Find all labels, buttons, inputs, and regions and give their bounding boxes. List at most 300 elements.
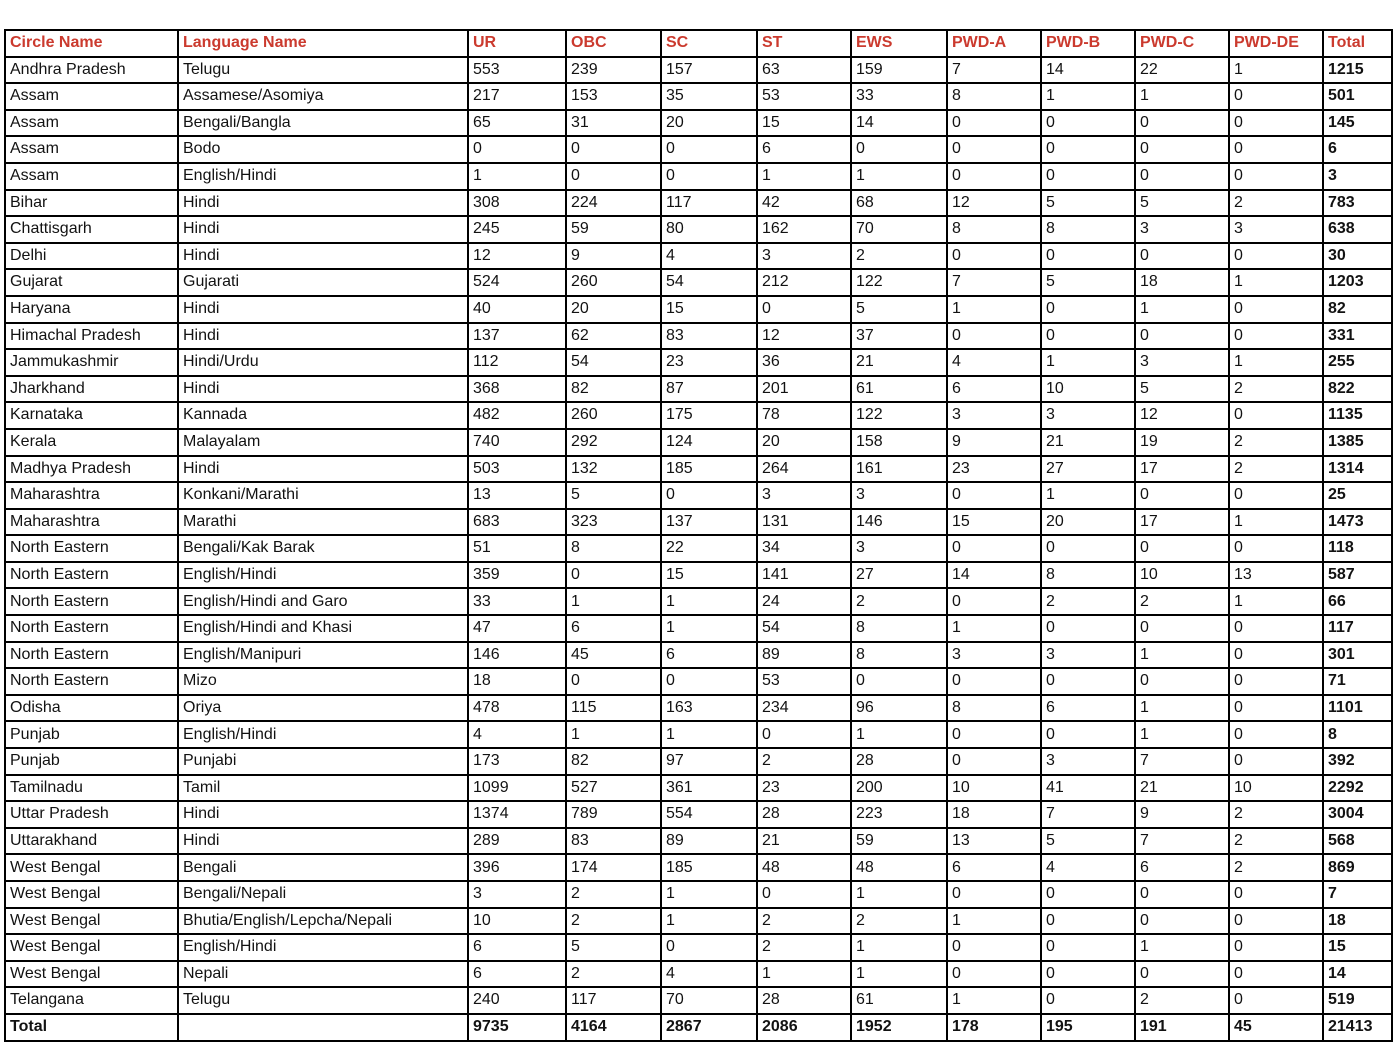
count-cell: 0	[1229, 721, 1323, 748]
count-cell: 19	[1135, 429, 1229, 456]
count-cell: 0	[1041, 243, 1135, 270]
count-cell: 0	[1041, 668, 1135, 695]
count-cell: 122	[851, 402, 947, 429]
count-cell: 8	[1041, 216, 1135, 243]
table-row	[5, 110, 1392, 137]
circle-name-cell: Telangana	[5, 987, 178, 1014]
count-cell: 0	[1135, 243, 1229, 270]
count-cell: 8	[947, 695, 1041, 722]
count-cell: 0	[468, 136, 566, 163]
count-cell: 61	[851, 376, 947, 403]
count-cell: 0	[1229, 748, 1323, 775]
circle-name-cell: North Eastern	[5, 535, 178, 562]
circle-name-cell: Karnataka	[5, 402, 178, 429]
table-row	[5, 429, 1392, 456]
count-cell: 3	[1229, 216, 1323, 243]
count-cell: 368	[468, 376, 566, 403]
count-cell: 6	[1041, 695, 1135, 722]
grand-total-cell: 178	[947, 1014, 1041, 1041]
count-cell: 3	[1135, 349, 1229, 376]
language-name-cell: English/Hindi and Khasi	[178, 615, 468, 642]
count-cell: 1	[947, 615, 1041, 642]
count-cell: 478	[468, 695, 566, 722]
circle-name-cell: Kerala	[5, 429, 178, 456]
row-total-cell: 1314	[1323, 456, 1392, 483]
grand-total-empty-cell	[178, 1014, 468, 1041]
count-cell: 2	[1229, 456, 1323, 483]
count-cell: 0	[1135, 668, 1229, 695]
count-cell: 162	[757, 216, 851, 243]
table-row	[5, 881, 1392, 908]
column-header-ews: EWS	[851, 30, 947, 57]
count-cell: 22	[661, 535, 757, 562]
count-cell: 2	[851, 908, 947, 935]
count-cell: 1	[661, 721, 757, 748]
count-cell: 0	[1229, 987, 1323, 1014]
circle-name-cell: Maharashtra	[5, 509, 178, 536]
count-cell: 1	[1041, 83, 1135, 110]
count-cell: 234	[757, 695, 851, 722]
count-cell: 2	[1229, 828, 1323, 855]
count-cell: 9	[947, 429, 1041, 456]
count-cell: 5	[566, 934, 661, 961]
count-cell: 224	[566, 190, 661, 217]
count-cell: 1	[468, 163, 566, 190]
column-header-total: Total	[1323, 30, 1392, 57]
count-cell: 1	[1229, 349, 1323, 376]
count-cell: 7	[1135, 748, 1229, 775]
row-total-cell: 117	[1323, 615, 1392, 642]
count-cell: 2	[1229, 429, 1323, 456]
row-total-cell: 118	[1323, 535, 1392, 562]
count-cell: 0	[566, 163, 661, 190]
count-cell: 8	[851, 615, 947, 642]
count-cell: 7	[1135, 828, 1229, 855]
count-cell: 1	[1229, 269, 1323, 296]
count-cell: 0	[1135, 881, 1229, 908]
count-cell: 21	[1135, 775, 1229, 802]
count-cell: 115	[566, 695, 661, 722]
count-cell: 1	[661, 588, 757, 615]
count-cell: 12	[1135, 402, 1229, 429]
count-cell: 23	[757, 775, 851, 802]
count-cell: 59	[566, 216, 661, 243]
count-cell: 158	[851, 429, 947, 456]
count-cell: 0	[1135, 535, 1229, 562]
count-cell: 10	[1229, 775, 1323, 802]
table-row	[5, 376, 1392, 403]
count-cell: 70	[661, 987, 757, 1014]
language-name-cell: Bengali/Nepali	[178, 881, 468, 908]
circle-name-cell: Assam	[5, 110, 178, 137]
count-cell: 10	[468, 908, 566, 935]
spreadsheet-area	[4, 29, 1393, 1042]
count-cell: 0	[1041, 323, 1135, 350]
table-row	[5, 934, 1392, 961]
count-cell: 18	[468, 668, 566, 695]
language-name-cell: English/Hindi	[178, 163, 468, 190]
count-cell: 0	[1135, 110, 1229, 137]
count-cell: 5	[1041, 269, 1135, 296]
language-name-cell: Kannada	[178, 402, 468, 429]
count-cell: 0	[947, 482, 1041, 509]
count-cell: 2	[851, 243, 947, 270]
count-cell: 524	[468, 269, 566, 296]
grand-total-label: Total	[5, 1014, 178, 1041]
count-cell: 0	[1135, 163, 1229, 190]
count-cell: 12	[757, 323, 851, 350]
count-cell: 6	[468, 961, 566, 988]
count-cell: 0	[1229, 402, 1323, 429]
count-cell: 0	[947, 136, 1041, 163]
count-cell: 6	[757, 136, 851, 163]
table-row	[5, 908, 1392, 935]
count-cell: 68	[851, 190, 947, 217]
total-row	[5, 1014, 1392, 1041]
circle-language-vacancy-table	[4, 29, 1393, 1042]
count-cell: 0	[947, 535, 1041, 562]
count-cell: 82	[566, 376, 661, 403]
count-cell: 3	[1041, 748, 1135, 775]
row-total-cell: 3004	[1323, 801, 1392, 828]
count-cell: 13	[947, 828, 1041, 855]
column-header-pwd-c: PWD-C	[1135, 30, 1229, 57]
table-row	[5, 190, 1392, 217]
count-cell: 5	[851, 296, 947, 323]
count-cell: 0	[947, 881, 1041, 908]
count-cell: 14	[851, 110, 947, 137]
count-cell: 18	[947, 801, 1041, 828]
count-cell: 1	[757, 163, 851, 190]
row-total-cell: 1101	[1323, 695, 1392, 722]
count-cell: 117	[566, 987, 661, 1014]
count-cell: 482	[468, 402, 566, 429]
count-cell: 0	[566, 136, 661, 163]
count-cell: 17	[1135, 456, 1229, 483]
count-cell: 28	[851, 748, 947, 775]
row-total-cell: 2292	[1323, 775, 1392, 802]
count-cell: 0	[1041, 296, 1135, 323]
column-header-pwd-a: PWD-A	[947, 30, 1041, 57]
count-cell: 0	[947, 110, 1041, 137]
count-cell: 0	[1229, 615, 1323, 642]
count-cell: 185	[661, 456, 757, 483]
count-cell: 5	[1041, 190, 1135, 217]
count-cell: 80	[661, 216, 757, 243]
count-cell: 4	[468, 721, 566, 748]
count-cell: 2	[757, 748, 851, 775]
count-cell: 137	[661, 509, 757, 536]
count-cell: 201	[757, 376, 851, 403]
count-cell: 0	[757, 881, 851, 908]
language-name-cell: Hindi	[178, 801, 468, 828]
count-cell: 5	[1041, 828, 1135, 855]
circle-name-cell: North Eastern	[5, 562, 178, 589]
count-cell: 5	[566, 482, 661, 509]
language-name-cell: Hindi	[178, 828, 468, 855]
row-total-cell: 82	[1323, 296, 1392, 323]
circle-name-cell: Assam	[5, 136, 178, 163]
count-cell: 245	[468, 216, 566, 243]
count-cell: 4	[661, 243, 757, 270]
table-row	[5, 296, 1392, 323]
count-cell: 132	[566, 456, 661, 483]
count-cell: 157	[661, 57, 757, 84]
count-cell: 0	[947, 323, 1041, 350]
count-cell: 0	[947, 961, 1041, 988]
count-cell: 0	[1229, 695, 1323, 722]
count-cell: 0	[1229, 243, 1323, 270]
count-cell: 503	[468, 456, 566, 483]
count-cell: 0	[661, 163, 757, 190]
table-row	[5, 668, 1392, 695]
language-name-cell: Assamese/Asomiya	[178, 83, 468, 110]
count-cell: 264	[757, 456, 851, 483]
count-cell: 15	[757, 110, 851, 137]
count-cell: 87	[661, 376, 757, 403]
count-cell: 161	[851, 456, 947, 483]
count-cell: 20	[1041, 509, 1135, 536]
count-cell: 6	[947, 376, 1041, 403]
count-cell: 96	[851, 695, 947, 722]
count-cell: 17	[1135, 509, 1229, 536]
count-cell: 5	[1135, 190, 1229, 217]
table-row	[5, 854, 1392, 881]
count-cell: 0	[1135, 323, 1229, 350]
count-cell: 0	[947, 163, 1041, 190]
count-cell: 0	[1229, 296, 1323, 323]
table-row	[5, 349, 1392, 376]
count-cell: 18	[1135, 269, 1229, 296]
table-row	[5, 987, 1392, 1014]
column-header-obc: OBC	[566, 30, 661, 57]
count-cell: 62	[566, 323, 661, 350]
count-cell: 10	[1135, 562, 1229, 589]
count-cell: 0	[566, 668, 661, 695]
count-cell: 23	[661, 349, 757, 376]
count-cell: 2	[1041, 588, 1135, 615]
grand-total-cell: 21413	[1323, 1014, 1392, 1041]
grand-total-cell: 2867	[661, 1014, 757, 1041]
count-cell: 1374	[468, 801, 566, 828]
language-name-cell: Hindi	[178, 216, 468, 243]
count-cell: 36	[757, 349, 851, 376]
language-name-cell: Hindi	[178, 243, 468, 270]
count-cell: 117	[661, 190, 757, 217]
table-row	[5, 961, 1392, 988]
count-cell: 10	[1041, 376, 1135, 403]
column-header-circle-name: Circle Name	[5, 30, 178, 57]
count-cell: 1	[851, 721, 947, 748]
language-name-cell: Bengali	[178, 854, 468, 881]
count-cell: 359	[468, 562, 566, 589]
count-cell: 54	[566, 349, 661, 376]
count-cell: 146	[851, 509, 947, 536]
circle-name-cell: North Eastern	[5, 668, 178, 695]
language-name-cell: English/Manipuri	[178, 642, 468, 669]
table-body	[5, 57, 1392, 1014]
count-cell: 1	[1041, 349, 1135, 376]
row-total-cell: 519	[1323, 987, 1392, 1014]
count-cell: 24	[757, 588, 851, 615]
count-cell: 28	[757, 801, 851, 828]
count-cell: 1	[1135, 695, 1229, 722]
language-name-cell: English/Hindi	[178, 562, 468, 589]
count-cell: 1	[566, 721, 661, 748]
language-name-cell: Marathi	[178, 509, 468, 536]
count-cell: 27	[851, 562, 947, 589]
row-total-cell: 145	[1323, 110, 1392, 137]
count-cell: 48	[851, 854, 947, 881]
count-cell: 0	[947, 748, 1041, 775]
count-cell: 0	[1229, 163, 1323, 190]
count-cell: 3	[757, 243, 851, 270]
count-cell: 61	[851, 987, 947, 1014]
row-total-cell: 331	[1323, 323, 1392, 350]
count-cell: 553	[468, 57, 566, 84]
count-cell: 308	[468, 190, 566, 217]
count-cell: 34	[757, 535, 851, 562]
table-row	[5, 721, 1392, 748]
count-cell: 21	[757, 828, 851, 855]
count-cell: 260	[566, 269, 661, 296]
count-cell: 0	[1135, 961, 1229, 988]
count-cell: 45	[566, 642, 661, 669]
count-cell: 3	[947, 402, 1041, 429]
count-cell: 1	[1135, 721, 1229, 748]
count-cell: 82	[566, 748, 661, 775]
table-row	[5, 323, 1392, 350]
language-name-cell: English/Hindi	[178, 934, 468, 961]
count-cell: 554	[661, 801, 757, 828]
row-total-cell: 18	[1323, 908, 1392, 935]
table-row	[5, 482, 1392, 509]
row-total-cell: 392	[1323, 748, 1392, 775]
count-cell: 0	[1229, 535, 1323, 562]
count-cell: 1099	[468, 775, 566, 802]
column-header-pwd-b: PWD-B	[1041, 30, 1135, 57]
circle-name-cell: Punjab	[5, 721, 178, 748]
grand-total-cell: 191	[1135, 1014, 1229, 1041]
count-cell: 1	[1135, 83, 1229, 110]
count-cell: 0	[947, 721, 1041, 748]
count-cell: 0	[757, 296, 851, 323]
count-cell: 6	[661, 642, 757, 669]
count-cell: 3	[1041, 402, 1135, 429]
table-row	[5, 402, 1392, 429]
count-cell: 53	[757, 83, 851, 110]
column-header-ur: UR	[468, 30, 566, 57]
count-cell: 5	[1135, 376, 1229, 403]
count-cell: 7	[947, 57, 1041, 84]
table-row	[5, 216, 1392, 243]
table-row	[5, 136, 1392, 163]
circle-name-cell: Haryana	[5, 296, 178, 323]
grand-total-cell: 9735	[468, 1014, 566, 1041]
count-cell: 146	[468, 642, 566, 669]
circle-name-cell: Tamilnadu	[5, 775, 178, 802]
count-cell: 124	[661, 429, 757, 456]
language-name-cell: Telugu	[178, 57, 468, 84]
count-cell: 65	[468, 110, 566, 137]
count-cell: 1	[947, 908, 1041, 935]
row-total-cell: 14	[1323, 961, 1392, 988]
count-cell: 1	[1229, 57, 1323, 84]
grand-total-cell: 2086	[757, 1014, 851, 1041]
circle-name-cell: Gujarat	[5, 269, 178, 296]
count-cell: 1	[851, 961, 947, 988]
grand-total-cell: 45	[1229, 1014, 1323, 1041]
count-cell: 37	[851, 323, 947, 350]
count-cell: 0	[947, 243, 1041, 270]
count-cell: 9	[566, 243, 661, 270]
count-cell: 40	[468, 296, 566, 323]
header-row	[5, 30, 1392, 57]
row-total-cell: 822	[1323, 376, 1392, 403]
count-cell: 1	[1135, 934, 1229, 961]
count-cell: 0	[1229, 83, 1323, 110]
count-cell: 1	[1135, 296, 1229, 323]
circle-name-cell: Maharashtra	[5, 482, 178, 509]
language-name-cell: Bengali/Bangla	[178, 110, 468, 137]
table-row	[5, 588, 1392, 615]
row-total-cell: 501	[1323, 83, 1392, 110]
count-cell: 2	[566, 908, 661, 935]
count-cell: 0	[947, 588, 1041, 615]
count-cell: 740	[468, 429, 566, 456]
language-name-cell: Gujarati	[178, 269, 468, 296]
count-cell: 0	[661, 482, 757, 509]
count-cell: 20	[566, 296, 661, 323]
count-cell: 239	[566, 57, 661, 84]
count-cell: 2	[1229, 854, 1323, 881]
count-cell: 14	[947, 562, 1041, 589]
row-total-cell: 3	[1323, 163, 1392, 190]
count-cell: 200	[851, 775, 947, 802]
count-cell: 4	[947, 349, 1041, 376]
count-cell: 70	[851, 216, 947, 243]
count-cell: 2	[1229, 801, 1323, 828]
count-cell: 223	[851, 801, 947, 828]
count-cell: 112	[468, 349, 566, 376]
count-cell: 361	[661, 775, 757, 802]
row-total-cell: 8	[1323, 721, 1392, 748]
language-name-cell: Telugu	[178, 987, 468, 1014]
count-cell: 13	[1229, 562, 1323, 589]
language-name-cell: Hindi	[178, 456, 468, 483]
count-cell: 0	[947, 668, 1041, 695]
count-cell: 0	[1135, 136, 1229, 163]
table-row	[5, 456, 1392, 483]
circle-name-cell: Uttar Pradesh	[5, 801, 178, 828]
count-cell: 159	[851, 57, 947, 84]
table-row	[5, 562, 1392, 589]
language-name-cell: English/Hindi	[178, 721, 468, 748]
circle-name-cell: North Eastern	[5, 642, 178, 669]
count-cell: 0	[661, 668, 757, 695]
count-cell: 12	[468, 243, 566, 270]
count-cell: 20	[661, 110, 757, 137]
count-cell: 3	[1041, 642, 1135, 669]
count-cell: 33	[851, 83, 947, 110]
circle-name-cell: Jammukashmir	[5, 349, 178, 376]
count-cell: 13	[468, 482, 566, 509]
grand-total-cell: 1952	[851, 1014, 947, 1041]
count-cell: 289	[468, 828, 566, 855]
count-cell: 0	[661, 136, 757, 163]
count-cell: 54	[757, 615, 851, 642]
count-cell: 789	[566, 801, 661, 828]
